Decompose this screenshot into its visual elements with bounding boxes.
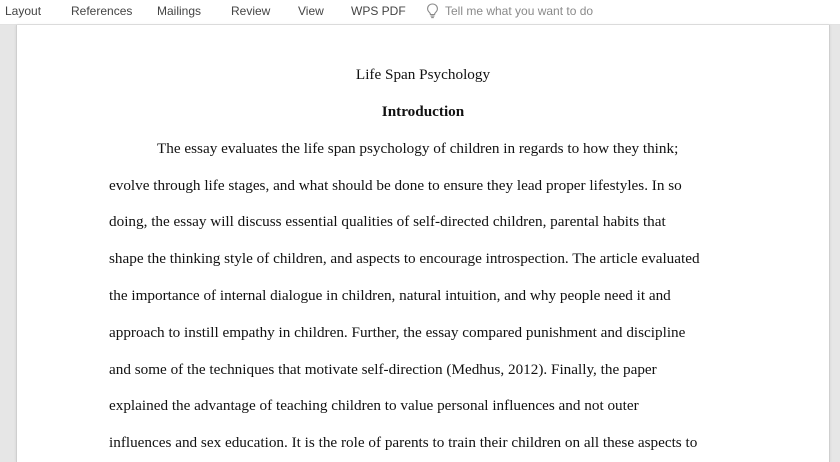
paragraph-line: approach to instill empathy in children. Further, the essay compared punishment and discipline xyxy=(109,324,686,341)
tab-view[interactable]: View xyxy=(298,4,324,18)
paragraph-line: The essay evaluates the life span psychology of children in regards to how they think; xyxy=(157,140,679,157)
tab-layout[interactable]: Layout xyxy=(5,4,42,18)
section-heading: Introduction xyxy=(381,103,465,120)
paragraph-line: shape the thinking style of children, and aspects to encourage introspection. The article evaluated xyxy=(109,250,700,267)
paragraph-line: doing, the essay will discuss essential qualities of self-directed children, parental habits that xyxy=(109,213,666,230)
tell-me-search[interactable] xyxy=(426,3,616,20)
tab-review[interactable]: Review xyxy=(231,4,271,18)
tell-me-placeholder[interactable]: Tell me what you want to do xyxy=(445,4,594,18)
paragraph-line: evolve through life stages, and what should be done to ensure they lead proper lifestyles. In so xyxy=(109,177,682,194)
tab-wps-pdf[interactable]: WPS PDF xyxy=(351,4,406,18)
tab-references[interactable]: References xyxy=(71,4,133,18)
tab-mailings[interactable]: Mailings xyxy=(157,4,202,18)
document-page[interactable] xyxy=(16,25,830,462)
document-title: Life Span Psychology xyxy=(355,66,491,83)
ribbon-tab-bar xyxy=(0,0,840,25)
lightbulb-icon xyxy=(426,3,439,19)
paragraph-line: influences and sex education. It is the role of parents to train their children on all these aspects to xyxy=(109,434,698,451)
paragraph-line: explained the advantage of teaching children to value personal influences and not outer xyxy=(109,397,639,414)
document-canvas xyxy=(0,25,840,462)
paragraph-line: the importance of internal dialogue in children, natural intuition, and why people need it and xyxy=(109,287,671,304)
paragraph-line: and some of the techniques that motivate self-direction (Medhus, 2012). Finally, the paper xyxy=(109,361,657,378)
